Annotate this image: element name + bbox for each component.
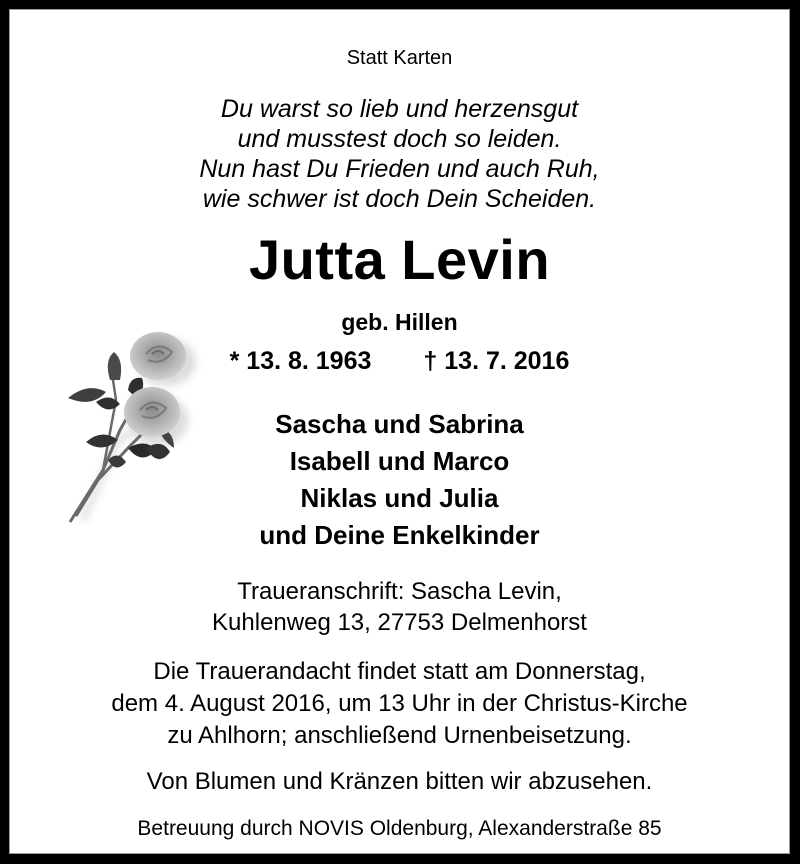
deceased-name: Jutta Levin — [248, 228, 551, 291]
flowers-note: Von Blumen und Kränzen bitten wir abzusehen. — [146, 768, 653, 795]
death-date: † 13. 7. 2016 — [423, 347, 570, 375]
birth-date: * 13. 8. 1963 — [229, 347, 372, 375]
mourners-list — [10, 406, 789, 554]
verse-line: Nun hast Du Frieden und auch Ruh, — [199, 155, 600, 183]
address-line: Kuhlenweg 13, 27753 Delmenhorst — [212, 609, 587, 636]
service-line: dem 4. August 2016, um 13 Uhr in der Christus-Kirche — [111, 690, 688, 717]
birth-name: geb. Hillen — [341, 309, 458, 335]
obituary-notice — [9, 9, 790, 854]
service-line: Die Trauerandacht findet statt am Donnerstag, — [153, 658, 646, 685]
address-line: Traueranschrift: Sascha Levin, — [237, 578, 562, 605]
verse-line: und musstest doch so leiden. — [237, 125, 562, 153]
service-line: zu Ahlhorn; anschließend Urnenbeisetzung. — [167, 722, 632, 749]
mourner: Niklas und Julia — [300, 483, 499, 513]
verse — [10, 94, 789, 214]
mourner: Sascha und Sabrina — [275, 409, 524, 439]
verse-line: Du warst so lieb und herzensgut — [220, 95, 579, 123]
funeral-home: Betreuung durch NOVIS Oldenburg, Alexanderstraße 85 — [137, 817, 662, 840]
mourner: Isabell und Marco — [289, 446, 510, 476]
service-info — [10, 656, 789, 752]
header-text: Statt Karten — [346, 47, 453, 69]
verse-line: wie schwer ist doch Dein Scheiden. — [202, 185, 597, 213]
mourner: und Deine Enkelkinder — [259, 520, 540, 550]
condolence-address — [10, 576, 789, 638]
